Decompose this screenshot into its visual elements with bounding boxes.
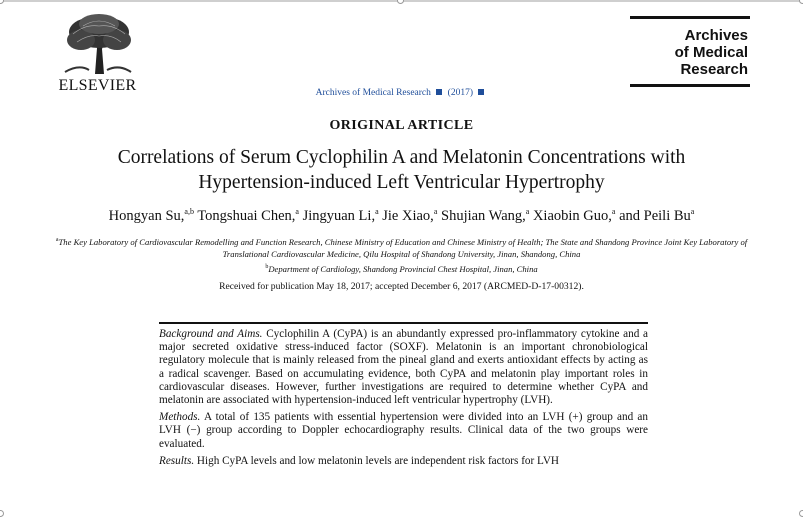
- publisher-name: ELSEVIER: [58, 77, 137, 94]
- author-list: [0, 207, 803, 225]
- abstract-results: Results. High CyPA levels and low melatonin levels are independent risk factors for LVH: [159, 454, 559, 467]
- journal-citation[interactable]: [0, 88, 803, 98]
- author[interactable]: and Peili Bu$^a$: [619, 207, 695, 224]
- author[interactable]: Hongyan Su,$^{a,b}$: [108, 207, 194, 224]
- affiliation-a: $^a$The Key Laboratory of Cardiovascular Remodelling and Function Research, Chinese Ministry of Education and Chinese Ministry of Health; The State and Shandong Province Joint Key Laboratory of Translational Cardiovascular Medicine, Qilu Hospital of Shandong University, Jinan, Shandong, China: [55, 236, 748, 260]
- corner-handle-top-left: [0, 0, 4, 4]
- author[interactable]: Jingyuan Li,$^a$: [302, 207, 379, 224]
- article-type: ORIGINAL ARTICLE: [329, 118, 474, 133]
- corner-handle-bottom-right: [799, 510, 803, 517]
- abstract: [159, 322, 648, 472]
- author[interactable]: Shujian Wang,$^a$: [441, 207, 530, 224]
- journal-name-link[interactable]: Archives of Medical Research: [315, 88, 431, 98]
- abstract-methods: Methods. A total of 135 patients with essential hypertension were divided into an LVH (+) group and an LVH (−) group according to Doppler echocardiography results. Clinical data of the two groups were evaluated.: [159, 411, 648, 450]
- corner-handle-bottom-left: [0, 510, 4, 517]
- section-heading: Results.: [159, 454, 195, 467]
- journal-box-title: Archives of Medical Research: [674, 27, 748, 78]
- received-dates: Received for publication May 18, 2017; accepted December 6, 2017 (ARCMED-D-17-00312).: [219, 281, 584, 292]
- author[interactable]: Jie Xiao,$^a$: [382, 207, 438, 224]
- journal-title-box: [630, 16, 750, 87]
- publisher-logo: [50, 12, 145, 95]
- affiliations: [55, 234, 748, 275]
- elsevier-tree-icon: [59, 12, 137, 76]
- affiliation-b: $^b$Department of Cardiology, Shandong Provincial Chest Hospital, Jinan, China: [265, 263, 538, 274]
- journal-year: (2017): [447, 88, 473, 98]
- corner-handle-top-right: [799, 0, 803, 4]
- section-heading: Methods.: [159, 411, 201, 424]
- abstract-background: Background and Aims. Cyclophilin A (CyPA) is an abundantly expressed pro-inflammatory cytokine and a major secreted oxidative stress-induced factor (SOXF). Melatonin is an important chronobiological regulatory molecule that is mainly released from the pineal gland and exerts antioxidant effects by acting as a radical scavenger. Based on accumulating evidence, both CyPA and melatonin play important roles in cardiovascular diseases. However, further investigations are required to determine whether CyPA and melatonin are associated with hypertension-induced left ventricular hypertrophy (LVH).: [159, 328, 648, 407]
- section-heading: Background and Aims.: [159, 328, 263, 340]
- volume-placeholder-icon: [436, 89, 442, 95]
- page-placeholder-icon: [478, 89, 484, 95]
- article-title: Correlations of Serum Cyclophilin A and Melatonin Concentrations with Hypertension-induced Left Ventricular Hypertrophy: [117, 147, 686, 193]
- author[interactable]: Xiaobin Guo,$^a$: [532, 207, 616, 224]
- author[interactable]: Tongshuai Chen,$^a$: [197, 207, 299, 224]
- corner-handle-top-center: [397, 0, 404, 4]
